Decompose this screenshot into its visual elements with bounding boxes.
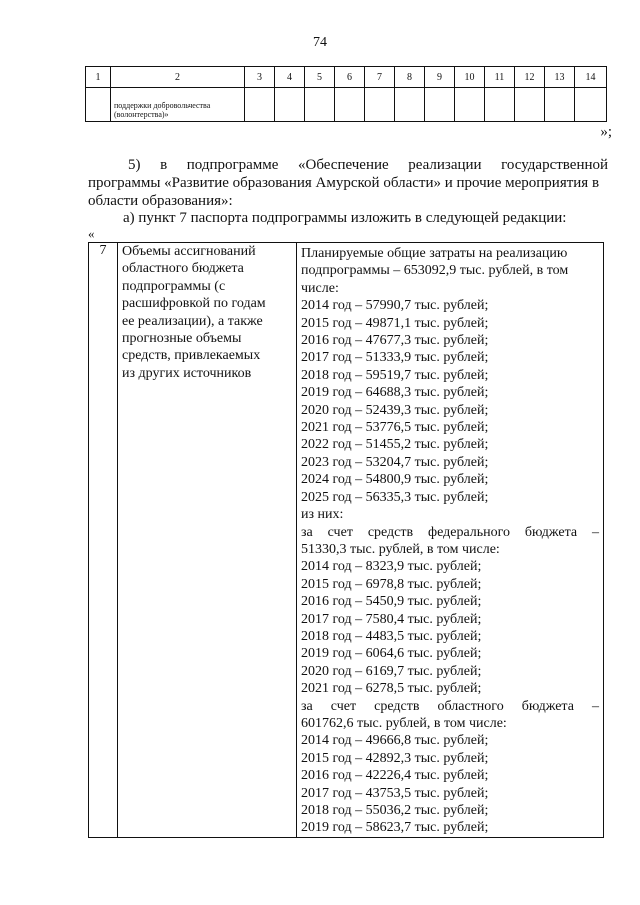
column-header-13: 13: [545, 67, 575, 88]
column-header-12: 12: [515, 67, 545, 88]
content-line: 2021 год – 6278,5 тыс. рублей;: [301, 681, 482, 697]
content-line: 2025 год – 56335,3 тыс. рублей;: [301, 489, 489, 505]
column-header-5: 5: [305, 67, 335, 88]
content-line: 2014 год – 57990,7 тыс. рублей;: [301, 298, 489, 314]
page-number: 74: [313, 35, 327, 50]
paragraph-5-line-1: [88, 156, 608, 174]
paragraph-5-line-3: области образования»:: [88, 193, 233, 209]
table-cell-empty: [515, 88, 545, 122]
content-line: 2016 год – 42226,4 тыс. рублей;: [301, 768, 489, 784]
content-line: 2018 год – 4483,5 тыс. рублей;: [301, 628, 482, 644]
column-header-6: 6: [335, 67, 365, 88]
column-header-11: 11: [485, 67, 515, 88]
table-cell-text: [111, 88, 245, 122]
content-line: из них:: [301, 507, 344, 523]
table-cell-empty: [575, 88, 607, 122]
content-line: 2021 год – 53776,5 тыс. рублей;: [301, 420, 489, 436]
content-line: 601762,6 тыс. рублей, в том числе:: [301, 715, 507, 731]
title-line: прогнозные объемы: [122, 331, 242, 347]
content-line: Планируемые общие затраты на реализацию: [301, 246, 568, 261]
word: в: [160, 157, 168, 173]
column-header-8: 8: [395, 67, 425, 88]
table-cell-empty: [275, 88, 305, 122]
passport-table: [88, 242, 604, 838]
content-line: 2019 год – 64688,3 тыс. рублей;: [301, 385, 489, 401]
title-line: ее реализации), а также: [122, 313, 263, 329]
column-header-10: 10: [455, 67, 485, 88]
column-header-4: 4: [275, 67, 305, 88]
content-line: 2020 год – 52439,3 тыс. рублей;: [301, 402, 489, 418]
content-line: за счет средств федерального бюджета –: [301, 524, 599, 540]
table-cell-empty: [395, 88, 425, 122]
column-header-3: 3: [245, 67, 275, 88]
content-line: 2023 год – 53204,7 тыс. рублей;: [301, 454, 489, 470]
content-line: 2020 год – 6169,7 тыс. рублей;: [301, 663, 482, 679]
table-cell-empty: [365, 88, 395, 122]
table-cell-empty: [485, 88, 515, 122]
content-line: 2016 год – 5450,9 тыс. рублей;: [301, 594, 482, 610]
continuation-table: [85, 66, 607, 122]
column-header-1: 1: [86, 67, 111, 88]
passport-item-title: [118, 243, 297, 838]
title-line: Объемы ассигнований: [122, 244, 256, 259]
title-line: подпрограммы (с: [122, 278, 226, 294]
content-line: 2019 год – 58623,7 тыс. рублей;: [301, 820, 489, 836]
passport-item-content: [297, 243, 604, 838]
content-line: 2018 год – 59519,7 тыс. рублей;: [301, 367, 489, 383]
column-header-2: 2: [111, 67, 245, 88]
content-line: за счет средств областного бюджета –: [301, 698, 599, 714]
column-header-7: 7: [365, 67, 395, 88]
table-row: [86, 88, 607, 122]
word: подпрограмме: [186, 157, 279, 173]
title-line: расшифровкой по годам: [122, 296, 266, 312]
table-cell-empty: [335, 88, 365, 122]
title-line: из других источников: [122, 365, 252, 381]
table-cell-empty: [545, 88, 575, 122]
title-line: областного бюджета: [122, 261, 244, 277]
content-line: 2024 год – 54800,9 тыс. рублей;: [301, 472, 489, 488]
word: государственной: [501, 157, 609, 173]
passport-row: [89, 243, 604, 838]
table-cell-empty: [245, 88, 275, 122]
paragraph-5-subitem-a: а) пункт 7 паспорта подпрограммы изложить в следующей редакции:: [123, 210, 567, 226]
word: 5): [128, 157, 141, 173]
column-header-14: 14: [575, 67, 607, 88]
table-cell-empty: [305, 88, 335, 122]
content-line: 2017 год – 51333,9 тыс. рублей;: [301, 350, 489, 366]
word: реализации: [408, 157, 482, 173]
table-cell-line: поддержки добровольчества: [114, 101, 211, 110]
content-line: 51330,3 тыс. рублей, в том числе:: [301, 541, 500, 557]
title-line: средств, привлекаемых: [122, 348, 261, 364]
content-line: 2015 год – 49871,1 тыс. рублей;: [301, 315, 489, 331]
content-line: 2019 год – 6064,6 тыс. рублей;: [301, 646, 482, 662]
paragraph-5-line-2: программы «Развитие образования Амурской области» и прочие мероприятия в: [88, 175, 600, 191]
content-line: 2022 год – 51455,2 тыс. рублей;: [301, 437, 489, 453]
table-cell-empty: [455, 88, 485, 122]
table-cell-line: (волонтерства)»: [114, 110, 169, 119]
word: «Обеспечение: [298, 157, 389, 173]
content-line: 2018 год – 55036,2 тыс. рублей;: [301, 803, 489, 818]
table-cell-empty: [86, 88, 111, 122]
content-line: 2016 год – 47677,3 тыс. рублей;: [301, 333, 489, 349]
content-line: числе:: [301, 280, 339, 296]
passport-item-number: 7: [89, 243, 118, 838]
content-line: 2014 год – 49666,8 тыс. рублей;: [301, 733, 489, 749]
opening-quote: «: [88, 226, 95, 241]
closing-quote: »;: [600, 124, 612, 140]
content-line: 2017 год – 7580,4 тыс. рублей;: [301, 611, 482, 627]
column-header-9: 9: [425, 67, 455, 88]
table-header-row: [86, 67, 607, 88]
content-line: 2015 год – 42892,3 тыс. рублей;: [301, 750, 489, 766]
content-line: 2017 год – 43753,5 тыс. рублей;: [301, 785, 489, 801]
content-line: 2014 год – 8323,9 тыс. рублей;: [301, 559, 482, 575]
content-line: подпрограммы – 653092,9 тыс. рублей, в том: [301, 263, 569, 279]
content-line: 2015 год – 6978,8 тыс. рублей;: [301, 576, 482, 592]
table-cell-empty: [425, 88, 455, 122]
